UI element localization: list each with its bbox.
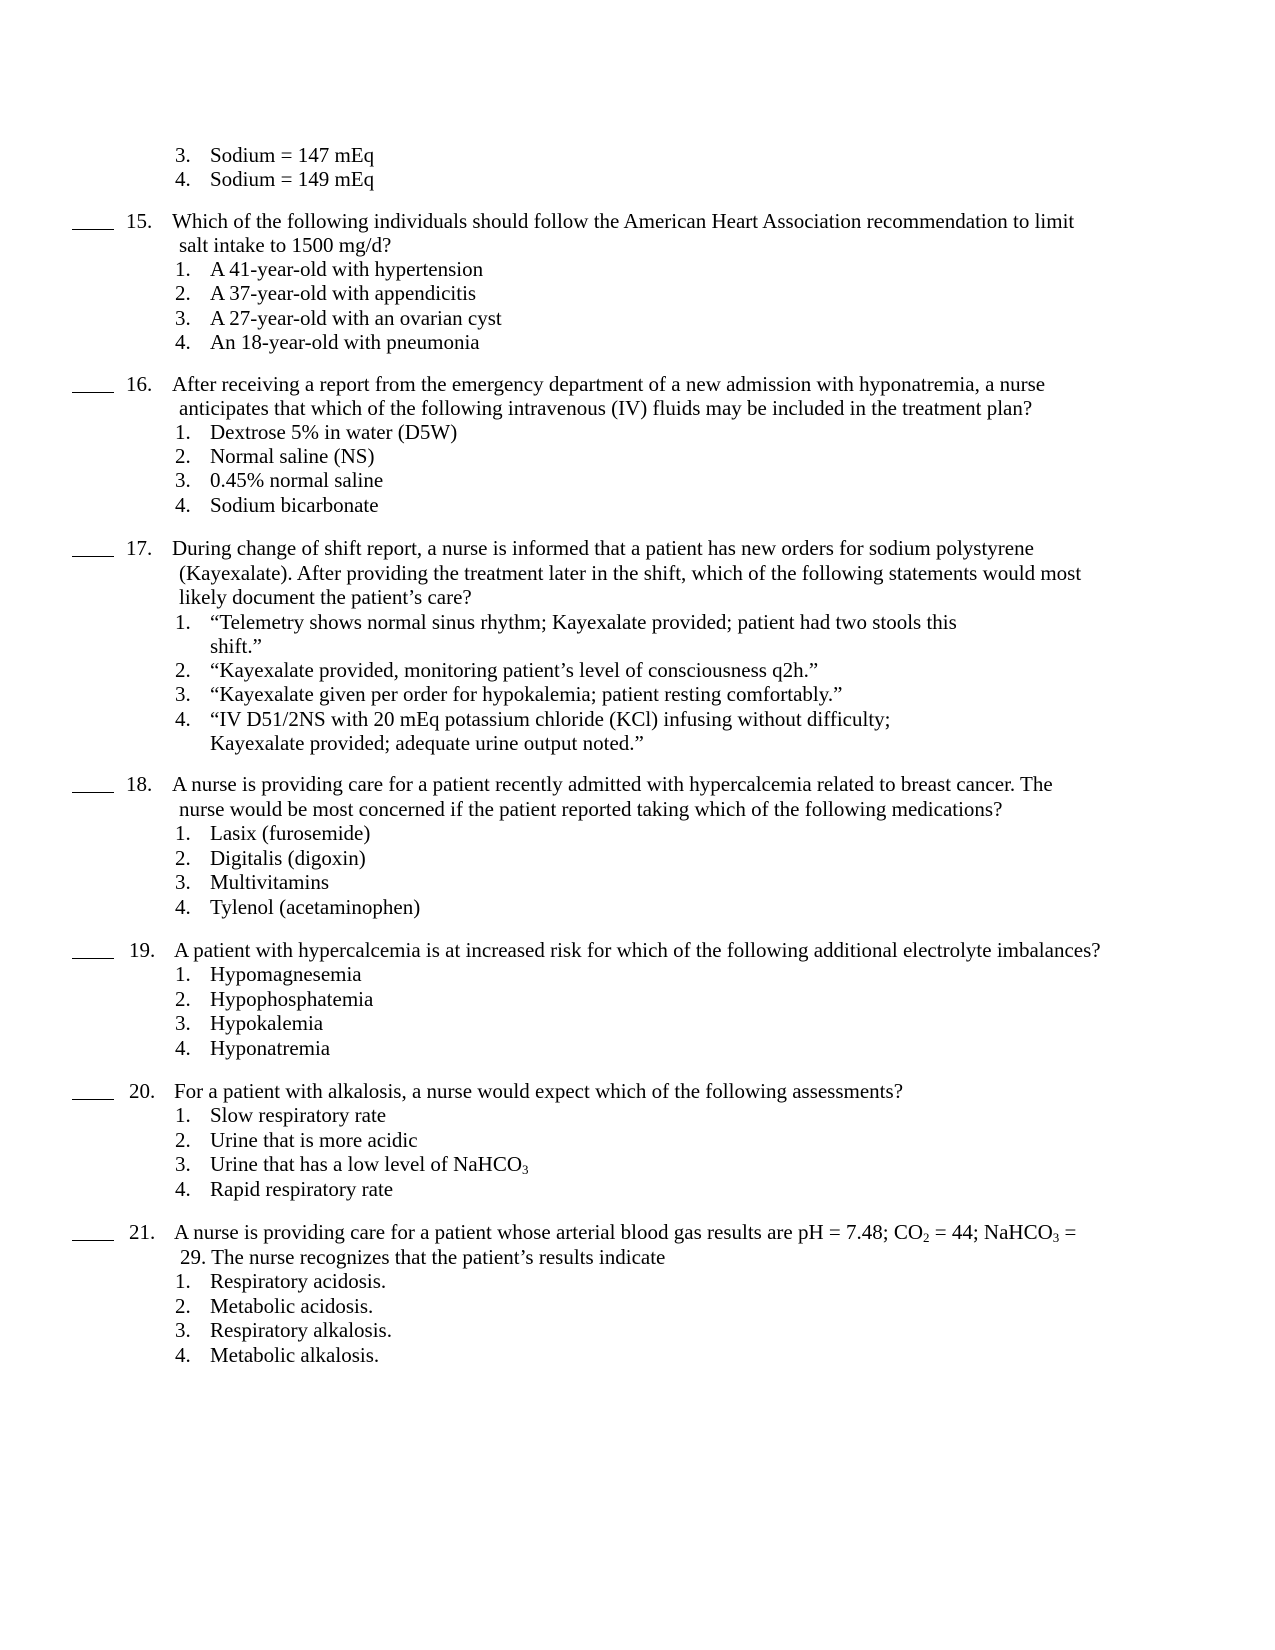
option-number: 3. [175,870,191,894]
option-number: 1. [175,1103,191,1127]
question-number: 17. [126,536,153,560]
option-number: 2. [175,281,191,305]
question-number: 16. [126,372,153,396]
option-number: 3. [175,682,191,706]
option-text: Hypomagnesemia [210,962,362,986]
question-number: 20. [129,1079,156,1103]
option-text: Lasix (furosemide) [210,821,371,845]
question-stem: (Kayexalate). After providing the treatment later in the shift, which of the following statements would most [179,561,1082,585]
option-text: Respiratory alkalosis. [210,1318,392,1342]
option-number: 3. [175,1152,191,1176]
option-text: A 37-year-old with appendicitis [210,281,477,305]
option-number: 2. [175,658,191,682]
question-stem: During change of shift report, a nurse is informed that a patient has new orders for sodium polystyrene [172,536,1034,560]
option-number: 4. [175,167,191,191]
option-number: 2. [175,1294,191,1318]
question-stem: A patient with hypercalcemia is at increased risk for which of the following additional electrolyte imbalances? [174,938,1101,962]
option-number: 4. [175,895,191,919]
option-number: 1. [175,420,191,444]
option-text: A 27-year-old with an ovarian cyst [210,306,502,330]
answer-blank[interactable] [72,1099,114,1100]
option-text: shift.” [210,634,262,658]
answer-blank[interactable] [72,392,114,393]
option-text: Metabolic alkalosis. [210,1343,380,1367]
option-text: “IV D51/2NS with 20 mEq potassium chloride (KCl) infusing without difficulty; [210,707,891,731]
option-text: Hypophosphatemia [210,987,374,1011]
option-text: Urine that is more acidic [210,1128,418,1152]
answer-blank[interactable] [72,1240,114,1241]
option-number: 3. [175,143,191,167]
option-text: Respiratory acidosis. [210,1269,387,1293]
option-number: 4. [175,707,191,731]
option-text: Normal saline (NS) [210,444,375,468]
question-stem: A nurse is providing care for a patient whose arterial blood gas results are pH = 7.48; $CO_2 = 44$; NaHCO$_3$ = [174,1220,1077,1245]
question-stem: likely document the patient’s care? [179,585,472,609]
option-number: 1. [175,1269,191,1293]
option-number: 2. [175,987,191,1011]
answer-blank[interactable] [72,556,114,557]
question-stem: A nurse is providing care for a patient recently admitted with hypercalcemia related to breast cancer. The [172,772,1053,796]
option-number: 2. [175,1128,191,1152]
option-number: 3. [175,306,191,330]
option-number: 1. [175,610,191,634]
question-stem: After receiving a report from the emergency department of a new admission with hyponatremia, a nurse [172,372,1046,396]
option-text: Digitalis (digoxin) [210,846,366,870]
option-text: Metabolic acidosis. [210,1294,374,1318]
option-number: 1. [175,257,191,281]
option-number: 3. [175,468,191,492]
question-number: 15. [126,209,153,233]
option-number: 4. [175,330,191,354]
option-text: Tylenol (acetaminophen) [210,895,421,919]
question-number: 21. [129,1220,156,1244]
option-text: Rapid respiratory rate [210,1177,394,1201]
option-number: 1. [175,962,191,986]
question-number: 18. [126,772,153,796]
option-text: “Telemetry shows normal sinus rhythm; Kayexalate provided; patient had two stools this [210,610,957,634]
option-text: A 41-year-old with hypertension [210,257,484,281]
question-stem: 29. The nurse recognizes that the patient’s results indicate [180,1245,666,1269]
option-number: 2. [175,444,191,468]
question-number: 19. [129,938,156,962]
option-text: Hypokalemia [210,1011,324,1035]
option-number: 4. [175,1343,191,1367]
answer-blank[interactable] [72,229,114,230]
option-text: An 18-year-old with pneumonia [210,330,480,354]
option-text: Slow respiratory rate [210,1103,387,1127]
option-text: Sodium bicarbonate [210,493,379,517]
answer-blank[interactable] [72,792,114,793]
question-stem: Which of the following individuals should follow the American Heart Association recommendation to limit [172,209,1075,233]
answer-blank[interactable] [72,958,114,959]
option-text: 0.45% normal saline [210,468,384,492]
question-stem: nurse would be most concerned if the patient reported taking which of the following medications? [179,797,1003,821]
option-number: 3. [175,1318,191,1342]
option-text: Sodium = 147 mEq [210,143,375,167]
option-text: Dextrose 5% in water (D5W) [210,420,458,444]
option-text: “Kayexalate provided, monitoring patient’s level of consciousness q2h.” [210,658,819,682]
option-number: 2. [175,846,191,870]
option-number: 4. [175,1177,191,1201]
option-text: Hyponatremia [210,1036,331,1060]
option-number: 4. [175,493,191,517]
option-number: 3. [175,1011,191,1035]
question-stem: anticipates that which of the following intravenous (IV) fluids may be included in the treatment plan? [179,396,1033,420]
option-text: Multivitamins [210,870,330,894]
option-number: 1. [175,821,191,845]
option-text: “Kayexalate given per order for hypokalemia; patient resting comfortably.” [210,682,843,706]
question-stem: salt intake to 1500 mg/d? [179,233,392,257]
option-number: 4. [175,1036,191,1060]
option-text: Sodium = 149 mEq [210,167,375,191]
question-stem: For a patient with alkalosis, a nurse would expect which of the following assessments? [174,1079,904,1103]
option-text: Kayexalate provided; adequate urine output noted.” [210,731,644,755]
option-text: Urine that has a low level of NaHCO$_3$ [210,1152,529,1177]
